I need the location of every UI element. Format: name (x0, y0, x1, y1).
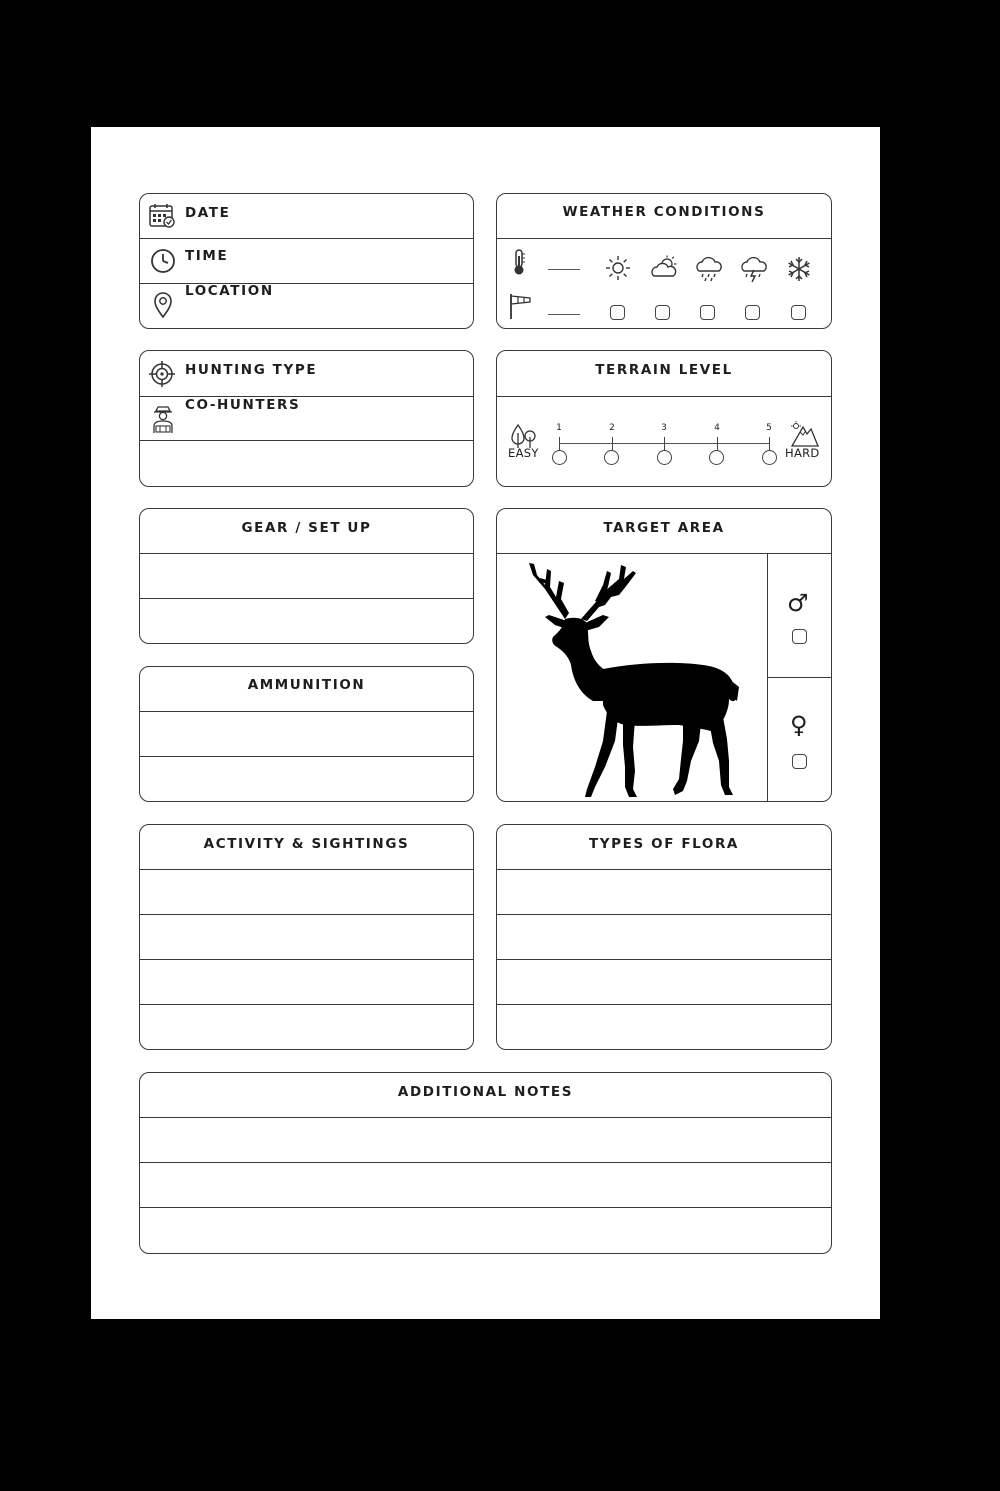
ammunition-line-1 (140, 711, 473, 712)
crosshair-icon (149, 361, 175, 391)
level-4-radio[interactable] (709, 450, 724, 465)
snow-icon (786, 256, 812, 286)
hunting-type-label: HUNTING TYPE (185, 362, 318, 378)
flora-line-3 (497, 959, 831, 960)
male-checkbox[interactable] (792, 629, 807, 644)
snow-checkbox[interactable] (791, 305, 806, 320)
windsock-icon (509, 292, 533, 324)
level-2-radio[interactable] (604, 450, 619, 465)
flora-line-2 (497, 914, 831, 915)
easy-label: EASY (508, 446, 539, 460)
sun-checkbox[interactable] (610, 305, 625, 320)
flora-line-4 (497, 1004, 831, 1005)
weather-header-divider (497, 238, 831, 239)
hunting-type-box (139, 350, 474, 487)
sun-icon (605, 255, 631, 285)
activity-line-4 (140, 1004, 473, 1005)
level-3-tick (664, 437, 665, 450)
partly-cloudy-checkbox[interactable] (655, 305, 670, 320)
co-hunters-label: CO-HUNTERS (185, 397, 301, 413)
level-2-label: 2 (609, 423, 615, 433)
level-5-radio[interactable] (762, 450, 777, 465)
gender-row-divider (767, 677, 831, 678)
activity-box (139, 824, 474, 1050)
thunderstorm-checkbox[interactable] (745, 305, 760, 320)
level-1-radio[interactable] (552, 450, 567, 465)
thermometer-icon (511, 248, 527, 280)
temperature-blank (548, 269, 580, 270)
notes-line-3 (140, 1207, 831, 1208)
weather-title: WEATHER CONDITIONS (562, 204, 766, 220)
male-symbol: ♂ (787, 589, 809, 617)
activity-title: ACTIVITY & SIGHTINGS (203, 836, 410, 852)
gear-title: GEAR / SET UP (241, 520, 372, 536)
ammunition-line-2 (140, 756, 473, 757)
date-label: DATE (185, 205, 231, 221)
female-symbol: ♀ (790, 711, 808, 739)
target-area-title: TARGET AREA (603, 520, 725, 536)
activity-line-1 (140, 869, 473, 870)
activity-line-2 (140, 914, 473, 915)
level-4-label: 4 (714, 423, 720, 433)
target-area-box (496, 508, 832, 802)
clock-icon (150, 248, 176, 278)
flora-title: TYPES OF FLORA (589, 836, 739, 852)
level-4-tick (717, 437, 718, 450)
gear-line-1 (140, 553, 473, 554)
hard-label: HARD (785, 446, 820, 460)
terrain-level-box (496, 350, 832, 487)
notes-line-2 (140, 1162, 831, 1163)
partly-cloudy-icon (649, 255, 679, 285)
calendar-icon (149, 203, 176, 233)
wind-blank (548, 314, 580, 315)
flora-line-1 (497, 869, 831, 870)
location-label: LOCATION (185, 283, 274, 299)
notes-line-1 (140, 1117, 831, 1118)
level-3-label: 3 (661, 423, 667, 433)
rain-icon (694, 255, 724, 287)
level-1-label: 1 (556, 423, 562, 433)
time-label: TIME (185, 248, 229, 264)
date-time-location-box (139, 193, 474, 329)
level-5-label: 5 (766, 423, 772, 433)
location-pin-icon (153, 291, 173, 323)
weather-conditions-box (496, 193, 832, 329)
ammunition-title: AMMUNITION (247, 677, 366, 693)
gear-box (139, 508, 474, 644)
journal-page (91, 127, 880, 1319)
level-5-tick (769, 437, 770, 450)
target-area-divider (497, 553, 831, 554)
activity-line-3 (140, 959, 473, 960)
notes-title: ADDITIONAL NOTES (397, 1084, 574, 1100)
terrain-title: TERRAIN LEVEL (595, 362, 733, 378)
level-3-radio[interactable] (657, 450, 672, 465)
female-checkbox[interactable] (792, 754, 807, 769)
rain-checkbox[interactable] (700, 305, 715, 320)
notes-box (139, 1072, 832, 1254)
level-2-tick (612, 437, 613, 450)
co-hunters-divider (140, 440, 473, 441)
gear-line-2 (140, 598, 473, 599)
deer-silhouette (523, 561, 743, 801)
date-divider (140, 238, 473, 239)
hunter-icon (151, 404, 175, 438)
level-1-tick (559, 437, 560, 450)
flora-box (496, 824, 832, 1050)
thunderstorm-icon (739, 255, 769, 287)
terrain-header-divider (497, 396, 831, 397)
ammunition-box (139, 666, 474, 802)
